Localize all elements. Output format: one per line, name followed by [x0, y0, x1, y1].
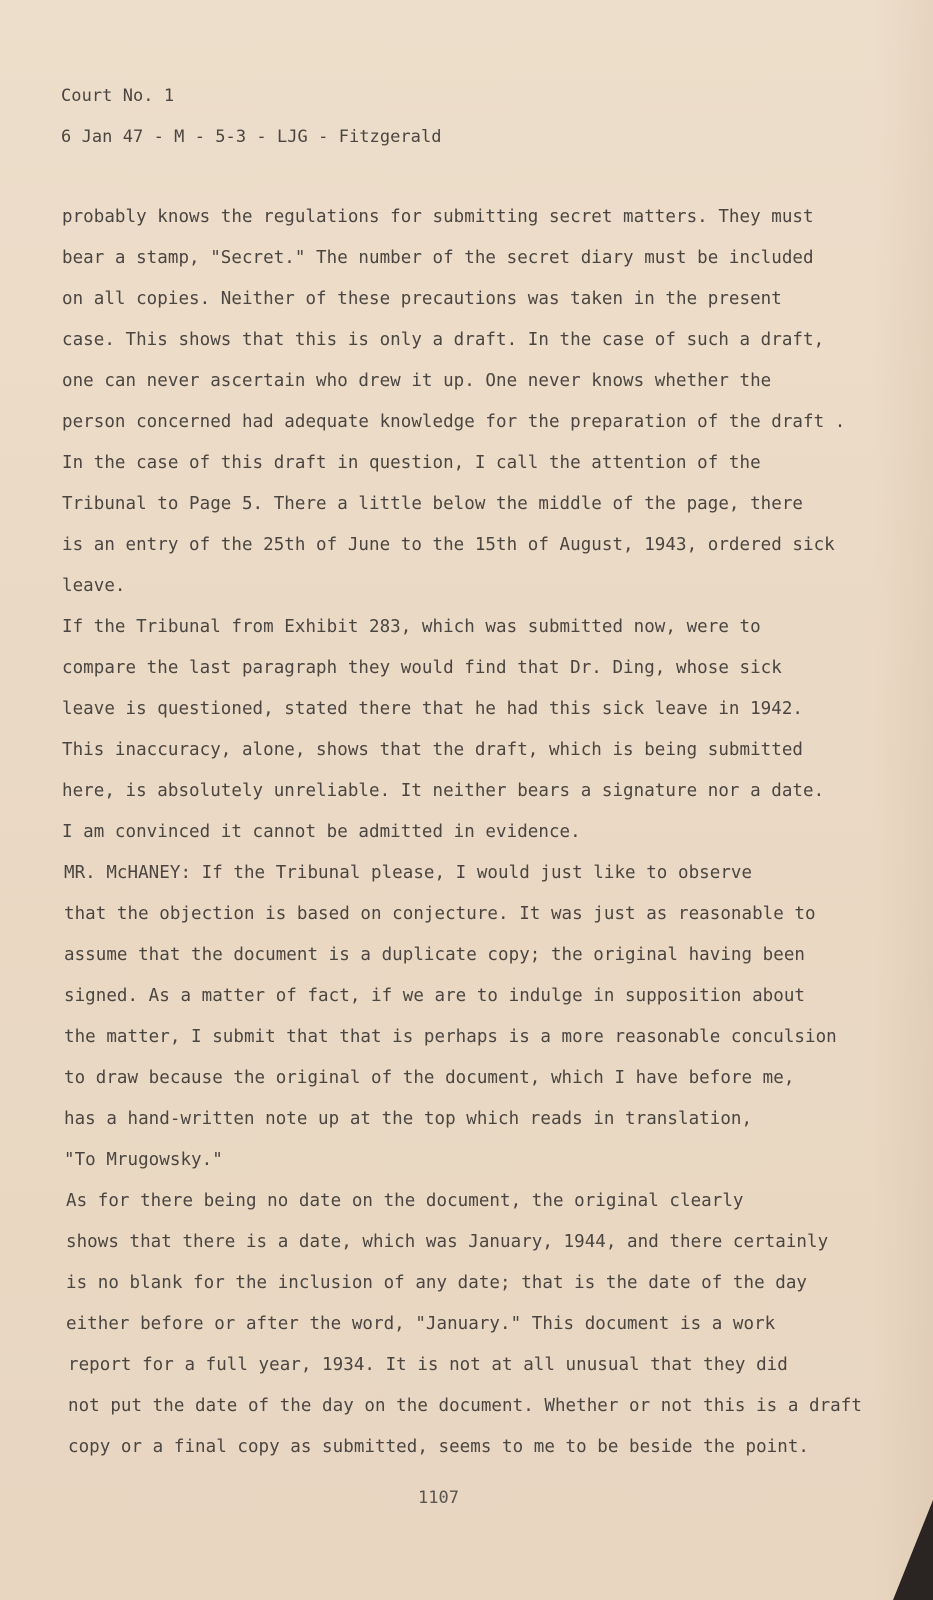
body-line: leave is questioned, stated there that he had this sick leave in 1942.	[62, 699, 804, 719]
body-line: copy or a final copy as submitted, seems to me to be beside the point.	[68, 1437, 810, 1457]
body-line: compare the last paragraph they would find that Dr. Ding, whose sick	[62, 658, 782, 678]
body-line: to draw because the original of the document, which I have before me,	[64, 1068, 795, 1088]
body-line: is an entry of the 25th of June to the 15th of August, 1943, ordered sick	[62, 535, 835, 555]
page-number: 1107	[418, 1488, 459, 1508]
court-number: Court No. 1	[61, 86, 175, 106]
body-line: on all copies. Neither of these precautions was taken in the present	[62, 289, 782, 309]
body-line: case. This shows that this is only a draft. In the case of such a draft,	[62, 330, 825, 350]
body-line: In the case of this draft in question, I call the attention of the	[62, 453, 761, 473]
body-line: person concerned had adequate knowledge for the preparation of the draft .	[62, 412, 846, 432]
body-line: I am convinced it cannot be admitted in evidence.	[62, 822, 581, 842]
body-line: report for a full year, 1934. It is not at all unusual that they did	[68, 1355, 788, 1375]
body-line: the matter, I submit that that is perhaps is a more reasonable conculsion	[64, 1027, 837, 1047]
body-line: here, is absolutely unreliable. It neither bears a signature nor a date.	[62, 781, 825, 801]
body-line: one can never ascertain who drew it up. One never knows whether the	[62, 371, 772, 391]
body-line: This inaccuracy, alone, shows that the draft, which is being submitted	[62, 740, 804, 760]
body-line: "To Mrugowsky."	[64, 1150, 223, 1170]
body-line: probably knows the regulations for submitting secret matters. They must	[62, 207, 814, 227]
body-line: bear a stamp, "Secret." The number of the secret diary must be included	[62, 248, 814, 268]
paper-edge-stain	[873, 0, 933, 1600]
body-line: Tribunal to Page 5. There a little below the middle of the page, there	[62, 494, 804, 514]
body-line: MR. McHANEY: If the Tribunal please, I would just like to observe	[64, 863, 753, 883]
body-line: assume that the document is a duplicate copy; the original having been	[64, 945, 806, 965]
body-line: signed. As a matter of fact, if we are to indulge in supposition about	[64, 986, 806, 1006]
torn-corner	[893, 1500, 933, 1600]
body-line: has a hand-written note up at the top which reads in translation,	[64, 1109, 753, 1129]
body-line: either before or after the word, "January." This document is a work	[66, 1314, 776, 1334]
body-line: not put the date of the day on the document. Whether or not this is a draft	[68, 1396, 862, 1416]
body-line: shows that there is a date, which was January, 1944, and there certainly	[66, 1232, 829, 1252]
body-line: leave.	[62, 576, 126, 596]
session-line: 6 Jan 47 - M - 5-3 - LJG - Fitzgerald	[61, 127, 442, 147]
body-line: As for there being no date on the document, the original clearly	[66, 1191, 744, 1211]
body-line: that the objection is based on conjecture. It was just as reasonable to	[64, 904, 816, 924]
body-line: is no blank for the inclusion of any date; that is the date of the day	[66, 1273, 808, 1293]
body-line: If the Tribunal from Exhibit 283, which was submitted now, were to	[62, 617, 761, 637]
